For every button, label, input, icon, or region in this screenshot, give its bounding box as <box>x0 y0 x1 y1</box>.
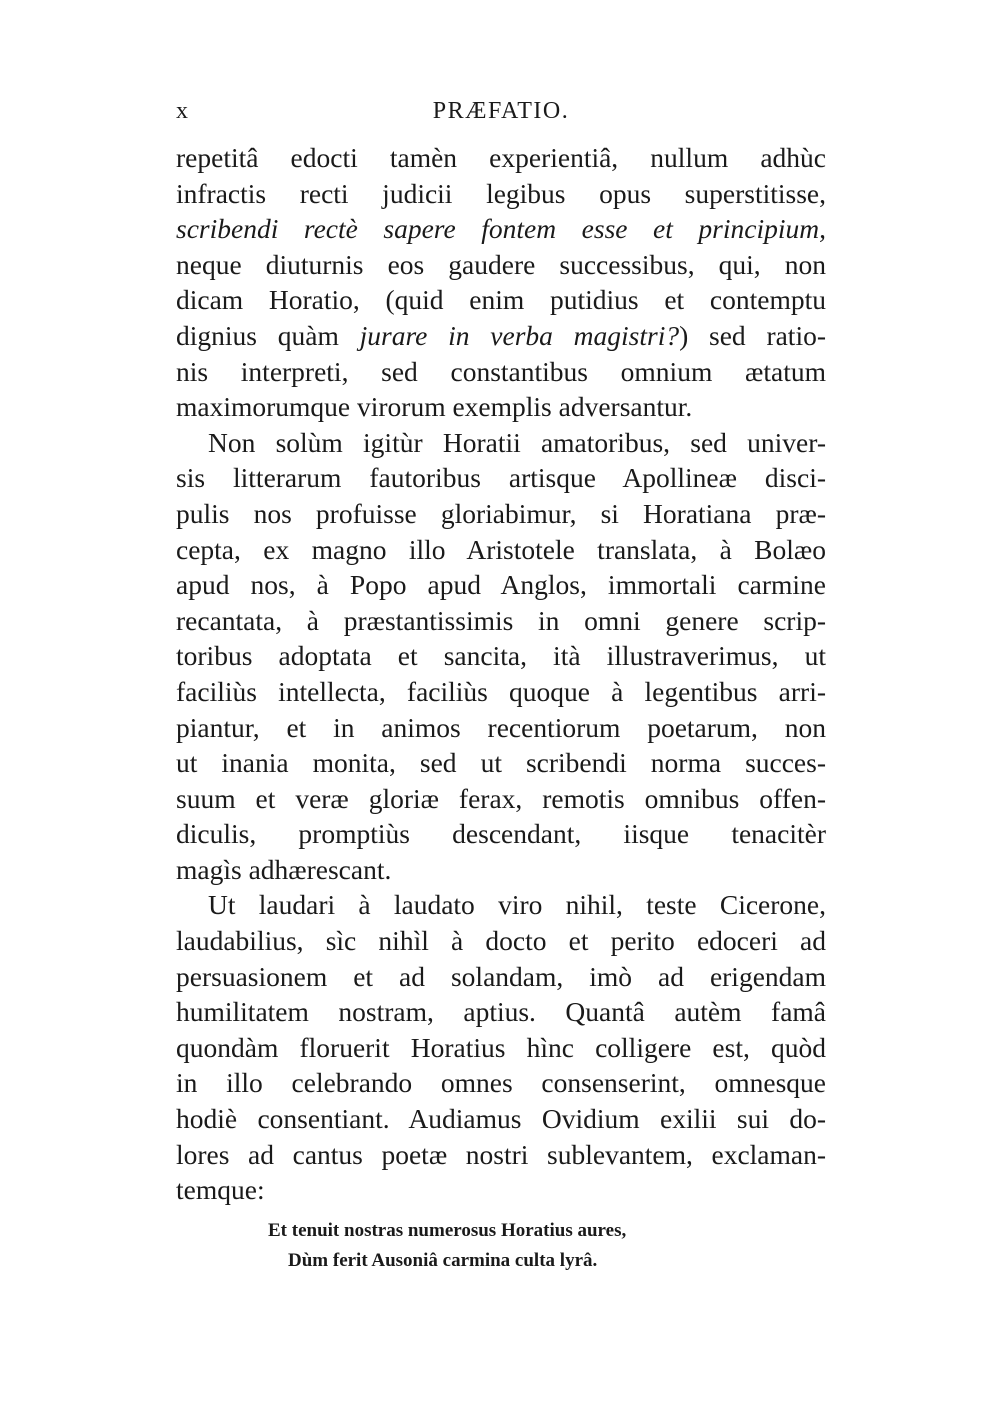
text-line: cepta, ex magno illo Aristotele translata, à Bolæo <box>176 533 826 565</box>
text-line: infractis recti judicii legibus opus superstitisse, <box>176 177 826 209</box>
text-line: recantata, à præstantissimis in omni genere scrip- <box>176 604 826 636</box>
text-line: humilitatem nostram, aptius. Quantâ autèm famâ <box>176 996 826 1028</box>
text-line: neque diuturnis eos gaudere successibus, qui, non <box>176 248 826 280</box>
text-line: Non solùm igitùr Horatii amatoribus, sed univer- <box>208 426 826 458</box>
text-line: apud nos, à Popo apud Anglos, immortali carmine <box>176 569 826 601</box>
verse-line: Et tenuit nostras numerosus Horatius aures, <box>268 1220 627 1241</box>
text-line: lores ad cantus poetæ nostri sublevantem, exclaman- <box>176 1138 826 1170</box>
text-line: repetitâ edocti tamèn experientiâ, nullum adhùc <box>176 142 826 173</box>
text-line: nis interpreti, sed constantibus omnium ætatum <box>176 355 826 387</box>
text-line: diculis, promptiùs descendant, iisque tenacitèr <box>176 818 826 850</box>
text-line: temque: <box>176 1174 265 1206</box>
text-line: toribus adoptata et sancita, ità illustraverimus, ut <box>176 640 826 672</box>
text-line: quondàm floruerit Horatius hìnc colligere est, quòd <box>176 1031 826 1063</box>
text-line: faciliùs intellecta, faciliùs quoque à legentibus arri- <box>176 675 826 707</box>
text-line: maximorumque virorum exemplis adversantur. <box>176 391 693 423</box>
text-line: laudabilius, sìc nihìl à docto et perito edoceri ad <box>176 925 826 957</box>
page-header <box>176 98 826 134</box>
body-text <box>176 140 826 1208</box>
text-line: ut inania monita, sed ut scribendi norma succes- <box>176 747 826 779</box>
text-line: dicam Horatio, (quid enim putidius et contemptu <box>176 284 826 316</box>
paragraph <box>176 140 826 425</box>
running-head: PRÆFATIO. <box>432 98 570 124</box>
text-line: persuasionem et ad solandam, imò ad erigendam <box>176 960 826 992</box>
text-line-italic: scribendi rectè sapere fontem esse et principium, <box>176 213 826 245</box>
text-line: pulis nos profuisse gloriabimur, si Horatiana præ- <box>176 497 826 529</box>
verse-line: Dùm ferit Ausoniâ carmina culta lyrâ. <box>288 1250 598 1271</box>
text-segment: ) sed ratio- <box>679 319 826 351</box>
text-line: magìs adhærescant. <box>176 853 392 885</box>
text-line: piantur, et in animos recentiorum poetarum, non <box>176 711 826 743</box>
italic-quote: jurare in verba magistri? <box>359 319 680 351</box>
text-line: Ut laudari à laudato viro nihil, teste Cicerone, <box>208 889 826 921</box>
text-line-mixed <box>176 318 826 354</box>
text-line: sis litterarum fautoribus artisque Apollineæ disci- <box>176 462 826 494</box>
paragraph <box>176 425 826 888</box>
verse-quotation <box>176 1216 826 1276</box>
text-line: suum et veræ gloriæ ferax, remotis omnibus offen- <box>176 782 826 814</box>
text-line: hodiè consentiant. Audiamus Ovidium exilii sui do- <box>176 1103 826 1135</box>
paragraph <box>176 887 826 1207</box>
text-segment: dignius quàm <box>176 319 360 351</box>
text-line: in illo celebrando omnes consenserint, omnesque <box>176 1067 826 1099</box>
page-number: x <box>176 98 189 124</box>
